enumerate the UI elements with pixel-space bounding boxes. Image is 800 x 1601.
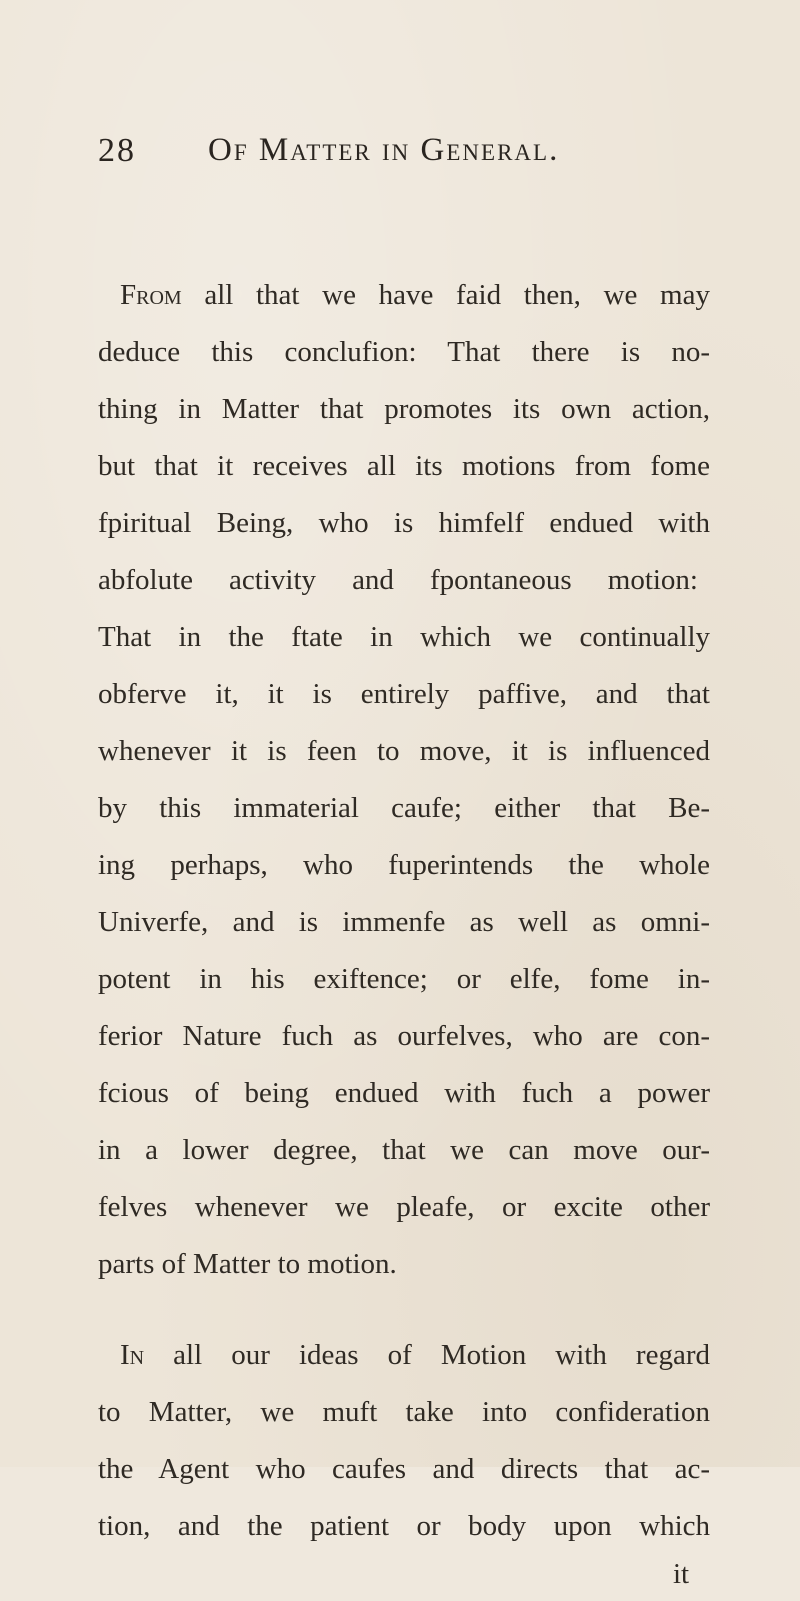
text-line: From all that we have faid then, we may — [120, 279, 710, 311]
text-line: deduce this conclufion: That there is no- — [98, 336, 710, 368]
text-line: That in the ftate in which we continually — [98, 621, 710, 653]
running-head: Of Matter in General. — [208, 132, 560, 168]
text-line: to Matter, we muft take into confideration — [98, 1396, 710, 1428]
text-line: by this immaterial caufe; either that Be- — [98, 792, 710, 824]
paragraph-opening-word: From — [120, 279, 182, 311]
catchword: it — [673, 1558, 690, 1590]
text-line: thing in Matter that promotes its own action, — [98, 393, 710, 425]
text-line: potent in his exiftence; or elfe, fome in- — [98, 963, 710, 995]
text-line: the Agent who caufes and directs that ac- — [98, 1453, 710, 1485]
text-line: whenever it is feen to move, it is influenced — [98, 735, 710, 767]
text-line: ferior Nature fuch as ourfelves, who are con- — [98, 1020, 710, 1052]
text-line: ing perhaps, who fuperintends the whole — [98, 849, 710, 881]
text-line: In all our ideas of Motion with regard — [120, 1339, 710, 1371]
text-line: tion, and the patient or body upon which — [98, 1510, 710, 1542]
text-line: fpiritual Being, who is himfelf endued with — [98, 507, 710, 539]
text-line: obferve it, it is entirely paffive, and that — [98, 678, 710, 710]
page-header — [98, 132, 738, 182]
text-line: abfolute activity and fpontaneous motion: — [98, 564, 698, 596]
page-number: 28 — [98, 132, 136, 169]
text-line: but that it receives all its motions from fome — [98, 450, 710, 482]
text-line: felves whenever we pleafe, or excite other — [98, 1191, 710, 1223]
text-line: Univerfe, and is immenfe as well as omni- — [98, 906, 710, 938]
paragraph-opening-word: In — [120, 1339, 145, 1371]
text-line: parts of Matter to motion. — [98, 1248, 397, 1280]
text-line: in a lower degree, that we can move our- — [98, 1134, 710, 1166]
text-line: fcious of being endued with fuch a power — [98, 1077, 710, 1109]
